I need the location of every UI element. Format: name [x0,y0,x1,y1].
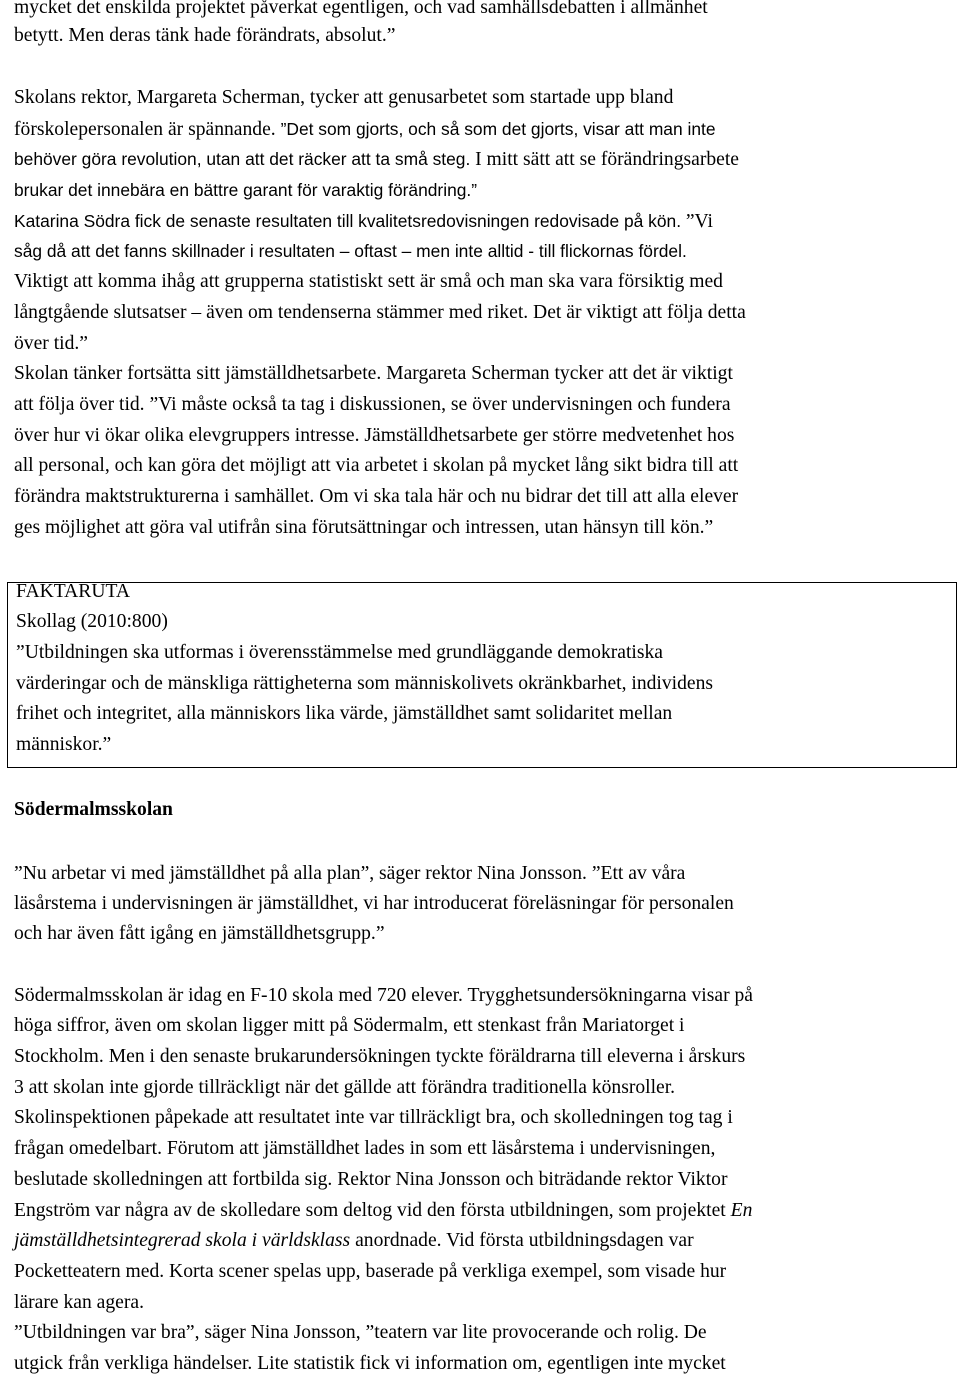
text-run: och har även fått igång en jämställdhetsgrupp.” [14,923,385,944]
text-line [14,359,733,390]
text-run: ”Nu arbetar vi med jämställdhet på alla plan”, säger rektor Nina Jonsson. ”Ett av våra [14,863,686,884]
text-line [14,1103,733,1134]
text-run: beslutade skolledningen att fortbilda sig. Rektor Nina Jonsson och biträdande rektor Viktor [14,1169,728,1190]
text-line [14,329,88,360]
text-run: läsårstema i undervisningen är jämställdhet, vi har introducerat föreläsningar för personalen [14,893,734,914]
text-run: Skollag (2010:800) [16,611,168,632]
text-line [14,83,673,114]
text-line [14,981,753,1012]
text-run: Engström var några av de skolledare som deltog vid den första utbildningen, som projektet [14,1200,731,1221]
text-run: 3 att skolan inte gjorde tillräckligt när det gällde att förändra traditionella könsroller. [14,1077,676,1098]
text-line [14,1134,715,1165]
text-line [14,267,723,298]
text-run: frågan omedelbart. Förutom att jämställdhet lades in som ett läsårstema i undervisningen, [14,1138,716,1159]
text-line [16,699,672,730]
text-line [14,1226,694,1257]
text-run: brukar det innebära en bättre garant för varaktig förändring.” [14,180,478,200]
text-line [14,889,734,920]
text-line [14,451,738,482]
text-line [14,1042,745,1073]
text-line [14,206,713,238]
text-line [16,607,168,638]
text-run: I mitt sätt att se förändringsarbete [475,149,739,170]
text-line [14,919,385,950]
text-line [16,638,663,669]
text-run: Stockholm. Men i den senaste brukarundersökningen tyckte föräldrarna till eleverna i årskurs [14,1046,746,1067]
text-run: såg då att det fanns skillnader i resultaten – oftast – men inte alltid - till flickornas fördel. [14,241,687,261]
text-run: frihet och integritet, alla människors lika värde, jämställdhet samt solidaritet mellan [16,703,673,724]
text-line [14,390,731,421]
text-run: ”Vi [685,211,713,232]
text-line [14,175,477,207]
text-run: mycket det enskilda projektet påverkat egentligen, och vad samhällsdebatten i allmänhet [14,0,708,18]
text-run: ”Det som gjorts, och så som det gjorts, visar att man inte [280,119,716,139]
text-line [14,114,716,146]
text-run: över tid.” [14,333,88,354]
text-run: lärare kan agera. [14,1292,144,1313]
text-line [14,859,685,890]
text-run: all personal, och kan göra det möjligt att via arbetet i skolan på mycket lång sikt bidra till att [14,455,739,476]
text-line [14,1011,685,1042]
text-run: Katarina Södra fick de senaste resultaten till kvalitetsredovisningen redovisade på kön. [14,211,686,231]
text-run: förändra maktstrukturerna i samhället. Om vi ska tala här och nu bidrar det till att alla elever [14,486,739,507]
text-line [14,421,734,452]
text-run: över hur vi ökar olika elevgruppers intresse. Jämställdhetsarbete ger större medvetenhet hos [14,425,735,446]
text-line [14,1288,144,1319]
section-heading [14,795,173,826]
text-run: ges möjlighet att göra val utifrån sina förutsättningar och intressen, utan hänsyn till kön.” [14,517,714,538]
text-run: Skolans rektor, Margareta Scherman, tycker att genusarbetet som startade upp bland [14,87,674,108]
text-run: ”Utbildningen ska utformas i överensstämmelse med grundläggande demokratiska [16,642,663,663]
text-run: utgick från verkliga händelser. Lite statistik fick vi information om, egentligen inte mycket [14,1353,726,1374]
text-line [14,1165,728,1196]
text-line [16,730,111,761]
text-run: behöver göra revolution, utan att det räcker att ta små steg. [14,149,476,169]
text-line [16,669,713,700]
text-line [14,482,738,513]
text-line [14,236,687,268]
text-run: förskolepersonalen är spännande. [14,119,281,140]
text-run: människor.” [16,734,112,755]
text-line [14,1257,726,1288]
fakta-heading [16,577,130,608]
text-line [14,144,739,176]
text-run: FAKTARUTA [16,581,131,602]
text-run: Viktigt att komma ihåg att grupperna statistiskt sett är små och man ska vara försiktig med [14,271,723,292]
text-run: anordnade. Vid första utbildningsdagen var [350,1230,694,1251]
text-run: Skolan tänker fortsätta sitt jämställdhetsarbete. Margareta Scherman tycker att det är viktigt [14,363,733,384]
text-run: långtgående slutsatser – även om tendenserna stämmer med riket. Det är viktigt att följa detta [14,302,746,323]
text-line [14,1318,707,1349]
text-run: Södermalmsskolan [14,799,173,820]
text-line [14,513,713,544]
text-run: ”Utbildningen var bra”, säger Nina Jonsson, ”teatern var lite provocerande och rolig. De [14,1322,707,1343]
text-run: Pocketteatern med. Korta scener spelas upp, baserade på verkliga exempel, som visade hur [14,1261,727,1282]
text-run: Södermalmsskolan är idag en F-10 skola med 720 elever. Trygghetsundersökningarna visar på [14,985,753,1006]
text-run: betytt. Men deras tänk hade förändrats, absolut.” [14,25,396,46]
text-run: att följa över tid. ”Vi måste också ta tag i diskussionen, se över undervisningen och fundera [14,394,731,415]
text-line [14,298,746,329]
text-run: jämställdhetsintegrerad skola i världsklass [14,1230,351,1251]
text-line [14,1196,752,1227]
text-line [14,1349,726,1380]
text-run: Skolinspektionen påpekade att resultatet inte var tillräckligt bra, och skolledningen tog tag i [14,1107,733,1128]
text-run: värderingar och de mänskliga rättigheterna som människolivets okränkbarhet, individens [16,673,714,694]
text-run: höga siffror, även om skolan ligger mitt på Södermalm, ett stenkast från Mariatorget i [14,1015,685,1036]
text-line [14,1073,675,1104]
text-line [14,21,395,52]
text-run: En [730,1200,753,1221]
